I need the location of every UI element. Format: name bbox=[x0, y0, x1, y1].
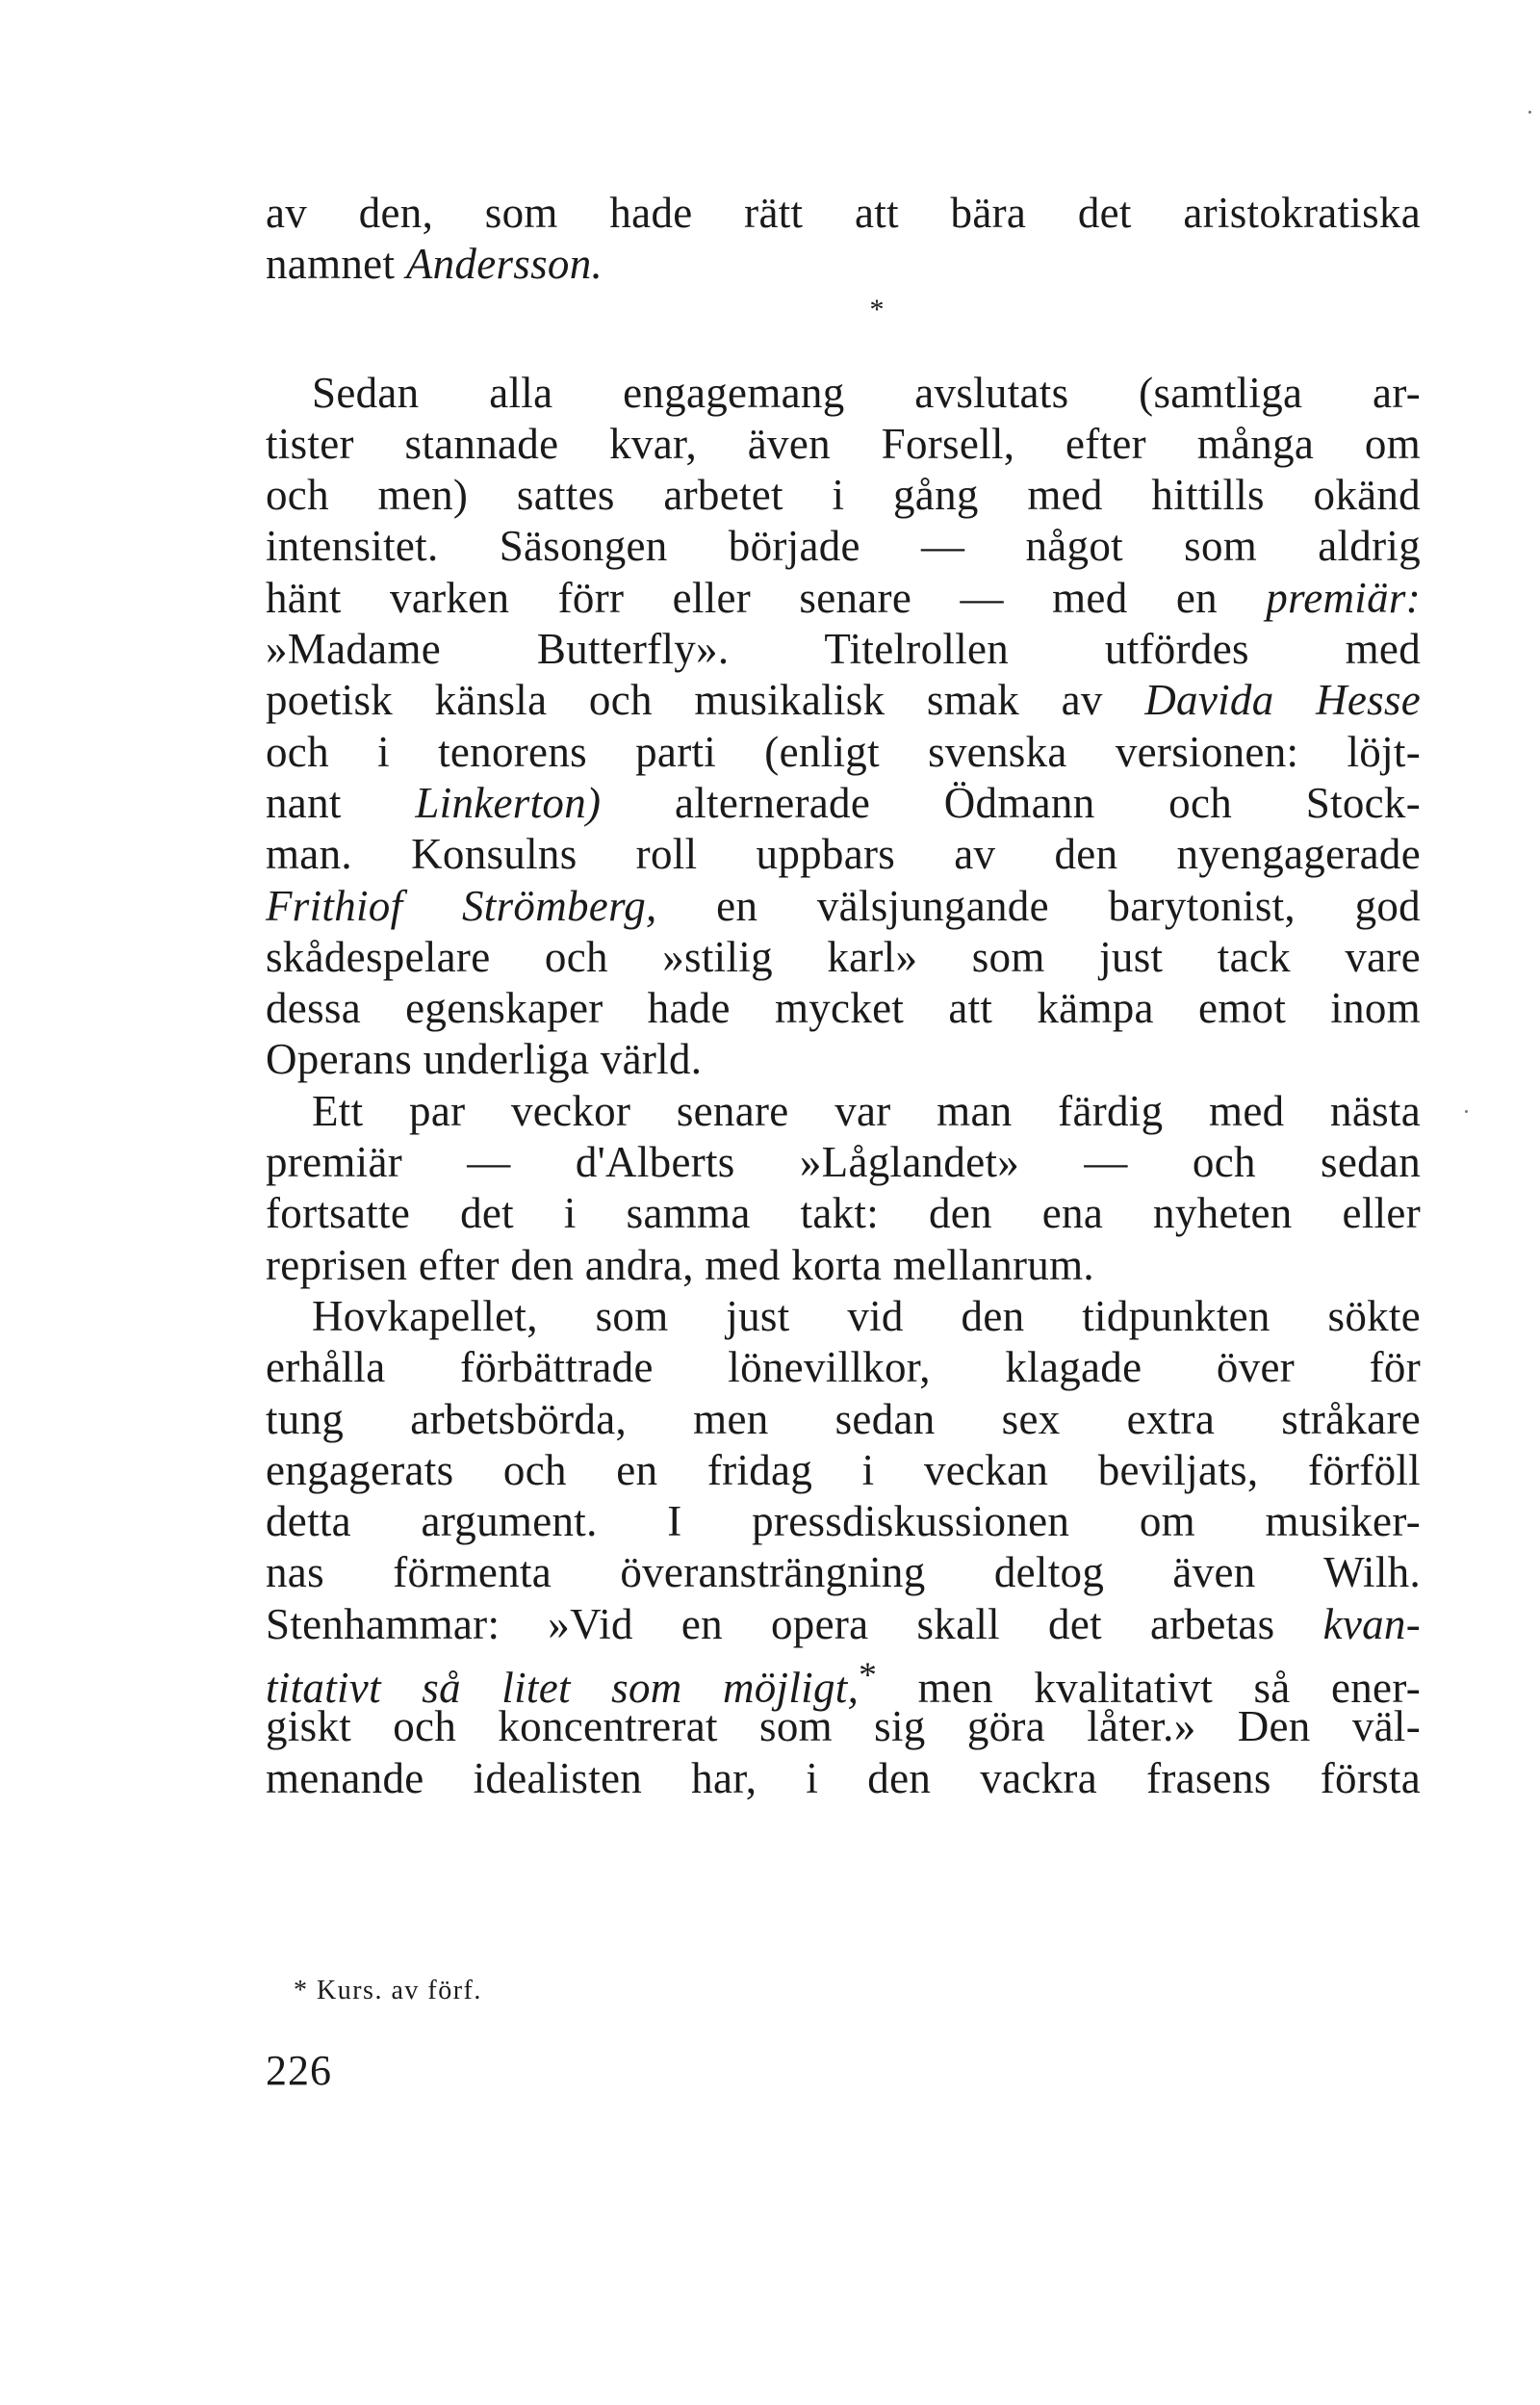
text-fragment: alternerade Ödmann och Stock- bbox=[601, 778, 1421, 827]
section-break-asterism: * bbox=[869, 293, 885, 325]
text-line bbox=[266, 239, 1421, 290]
text-fragment: hänt varken förr eller senare — med en bbox=[266, 573, 1267, 622]
text-line: skådespelare och »stilig karl» som just tack vare bbox=[266, 932, 1421, 981]
text-fragment: Stenhammar: »Vid en opera skall det arbetas bbox=[266, 1599, 1323, 1648]
text-line: premiär — d'Alberts »Låglandet» — och sedan bbox=[266, 1138, 1421, 1187]
text-line: nas förmenta överansträngning deltog även Wilh. bbox=[266, 1548, 1421, 1597]
text-line: Hovkapellet, som just vid den tidpunkten sökte bbox=[312, 1291, 1421, 1340]
text-line: av den, som hade rätt att bära det aristokratiska bbox=[266, 189, 1421, 237]
text-line bbox=[266, 778, 1421, 829]
italic-name: Linkerton) bbox=[415, 778, 602, 827]
text-line: Sedan alla engagemang avslutats (samtliga ar- bbox=[312, 368, 1421, 417]
paragraph bbox=[266, 368, 1421, 1086]
italic-phrase: kvan- bbox=[1322, 1599, 1421, 1648]
paper-speck bbox=[1465, 1110, 1468, 1113]
text-fragment: poetisk känsla och musikalisk smak av bbox=[266, 676, 1145, 725]
italic-name: Frithiof Strömberg, bbox=[266, 881, 657, 930]
text-line: och i tenorens parti (enligt svenska versionen: löjt- bbox=[266, 727, 1421, 776]
footnote-marker: * bbox=[859, 1656, 878, 1696]
text-line bbox=[266, 675, 1421, 726]
paragraph bbox=[266, 1086, 1421, 1291]
text-line: »Madame Butterfly». Titelrollen utfördes med bbox=[266, 625, 1421, 674]
page-body bbox=[266, 188, 1421, 1804]
text-line bbox=[266, 881, 1421, 932]
text-line: tister stannade kvar, även Forsell, efter många om bbox=[266, 419, 1421, 468]
page-number: 226 bbox=[266, 2047, 332, 2094]
text-line bbox=[266, 1599, 1421, 1650]
text-line bbox=[266, 573, 1421, 624]
text-line bbox=[266, 1650, 1421, 1713]
paragraph bbox=[266, 1291, 1421, 1804]
text-line: man. Konsulns roll uppbars av den nyengagerade bbox=[266, 830, 1421, 879]
text-line: dessa egenskaper hade mycket att kämpa emot inom bbox=[266, 984, 1421, 1033]
text-line: menande idealisten har, i den vackra frasens första bbox=[266, 1753, 1421, 1802]
text-fragment: en välsjungande barytonist, god bbox=[656, 881, 1421, 930]
text-fragment: nant bbox=[266, 778, 416, 827]
text-line: intensitet. Säsongen började — något som aldrig bbox=[266, 522, 1421, 571]
text-fragment: namnet bbox=[266, 240, 406, 289]
text-line: engagerats och en fridag i veckan beviljats, förföll bbox=[266, 1445, 1421, 1494]
text-fragment: men kvalitativt så ener- bbox=[877, 1664, 1421, 1713]
text-line: erhålla förbättrade lönevillkor, klagade över för bbox=[266, 1343, 1421, 1392]
text-line: fortsatte det i samma takt: den ena nyheten eller bbox=[266, 1189, 1421, 1238]
paper-speck bbox=[1528, 111, 1531, 114]
footnote: * Kurs. av förf. bbox=[294, 1976, 482, 2005]
italic-word: premiär: bbox=[1266, 573, 1421, 622]
text-line: detta argument. I pressdiskussionen om musiker- bbox=[266, 1497, 1421, 1546]
text-line: Ett par veckor senare var man färdig med nästa bbox=[312, 1086, 1421, 1135]
text-line: Operans underliga värld. bbox=[266, 1035, 703, 1084]
italic-name: Davida Hesse bbox=[1144, 676, 1421, 725]
text-line: reprisen efter den andra, med korta mellanrum. bbox=[266, 1240, 1094, 1289]
text-line: tung arbetsbörda, men sedan sex extra stråkare bbox=[266, 1394, 1421, 1443]
italic-name: Andersson. bbox=[405, 240, 603, 289]
text-line: och men) sattes arbetet i gång med hittills okänd bbox=[266, 471, 1421, 520]
text-line: giskt och koncentrerat som sig göra låter.» Den väl- bbox=[266, 1702, 1421, 1751]
italic-phrase: titativt så litet som möjligt, bbox=[266, 1664, 860, 1713]
